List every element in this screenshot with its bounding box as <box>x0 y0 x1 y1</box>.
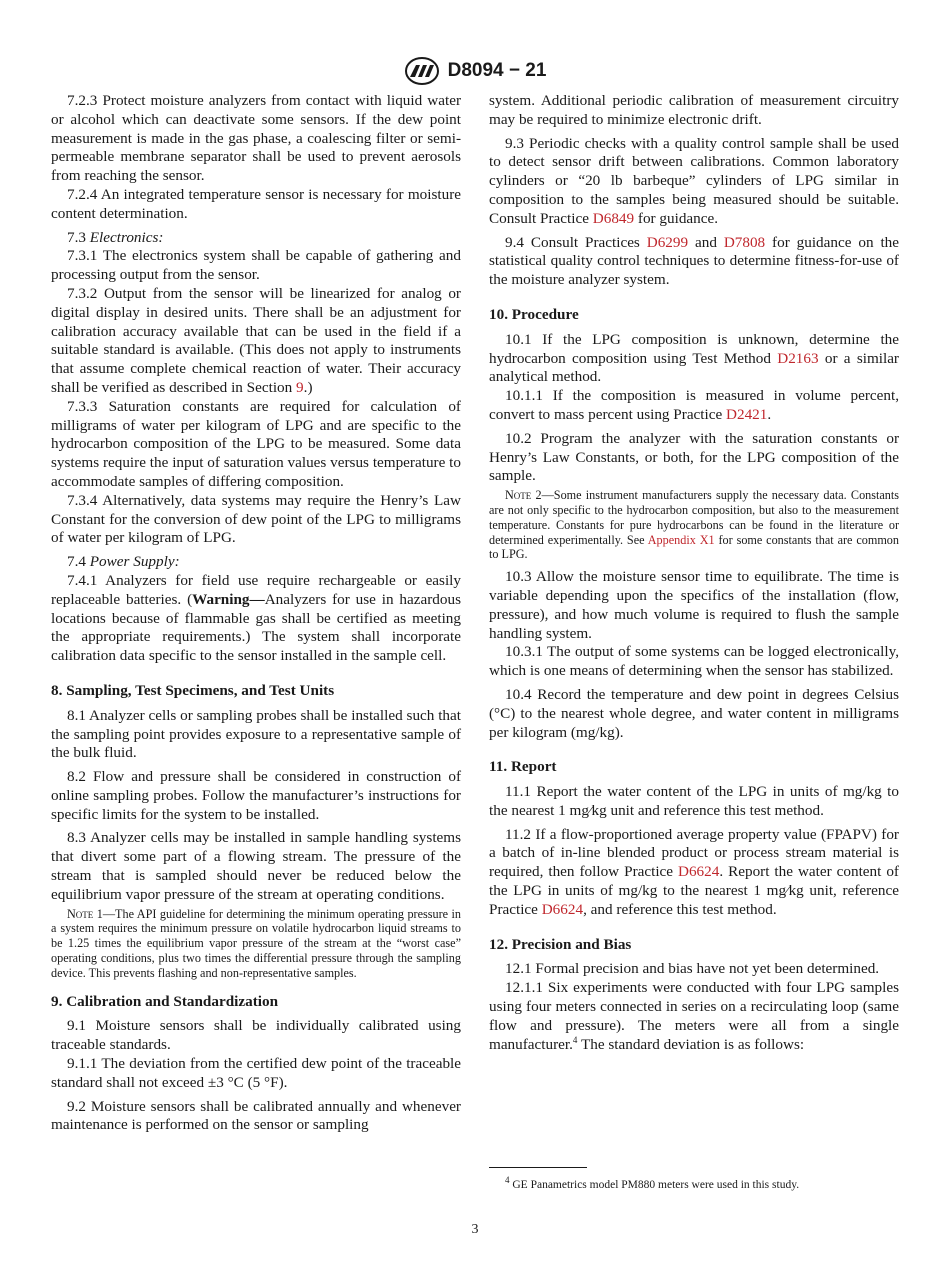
para-9-2-cont: system. Additional periodic calibration of measurement circuitry may be required to minimize electronic drift. <box>489 92 899 128</box>
para-10-2: 10.2 Program the analyzer with the saturation constants or Henry’s Law Constants, or both, for the LPG composition of the sample. <box>489 429 899 485</box>
footnote-4: $^4$ GE Panametrics model PM880 meters were used in this study. <box>505 1175 800 1191</box>
d2421-link[interactable]: D2421 <box>726 405 768 423</box>
d6299-link[interactable]: D6299 <box>646 233 689 251</box>
para-9-2: 9.2 Moisture sensors shall be calibrated annually and whenever maintenance is performed on the sensor or sampling <box>51 1097 461 1134</box>
para-9-4: 9.4 Consult Practices D6299 and D7808 for guidance on the statistical quality control techniques to determine fitness-for-use of the moisture analyzer system. <box>489 233 899 289</box>
para-9-1-1: 9.1.1 The deviation from the certified dew point of the traceable standard shall not exceed ±3 °C (5 °F). <box>51 1055 461 1091</box>
para-10-1: 10.1 If the LPG composition is unknown, determine the hydrocarbon composition using Test Method D2163 or a similar analytical method. <box>489 330 899 386</box>
para-7-3-3: 7.3.3 Saturation constants are required for calculation of milligrams of water per kilogram of LPG and are specific to the hydrocarbon composition of the LPG to be measured. Some data systems require the input of saturation values versus temperature to accommodate samples of differing composition. <box>51 397 461 490</box>
para-8-3: 8.3 Analyzer cells may be installed in sample handling systems that divert some part of a flowing stream. The pressure of the stream that is sampled should never be reduced below the equilibrium vapor pressure of the stream at operating conditions. <box>51 829 461 903</box>
d6849-link[interactable]: D6849 <box>592 209 635 227</box>
para-12-1-1: 12.1.1 Six experiments were conducted with four LPG samples using four meters connected in series on a recirculating loop (same flow and pressure). The meters were all from a single manufacturer.$^4$ The standard deviation is as follows: <box>489 979 899 1053</box>
para-7-4-1: 7.4.1 Analyzers for field use require rechargeable or easily replaceable batteries. (Warning—Analyzers for use in hazardous locations because of flammable gas shall be certified as meeting the appropriate requirements.) The system shall incorporate calibration data specific to the sensor installed in the sample cell. <box>51 571 461 665</box>
page-header <box>0 56 950 86</box>
appendix-x1-link[interactable]: Appendix X1 <box>647 532 715 547</box>
page-number: 3 <box>471 1222 479 1237</box>
para-7-2-4: 7.2.4 An integrated temperature sensor is necessary for moisture content determination. <box>51 185 461 222</box>
para-7-3-2: 7.3.2 Output from the sensor will be linearized for analog or digital display in desired units. There shall be an adjustment for calibration accuracy available that can be used in the field if a suitable standard is available. (This does not apply to instruments that assume complete chemical reaction of water. Their accuracy shall be verified as described in Section 9.) <box>51 284 461 396</box>
para-12-1: 12.1 Formal precision and bias have not yet been determined. <box>505 960 880 978</box>
para-8-1: 8.1 Analyzer cells or sampling probes shall be installed such that the sampling point provides exposure to a representative sample of the bulk fluid. <box>51 706 461 762</box>
d2163-link[interactable]: D2163 <box>777 349 819 367</box>
para-10-3-1: 10.3.1 The output of some systems can be logged electronically, which is one means of determining when the sensor has stabilized. <box>489 643 899 680</box>
section-9-heading: 9. Calibration and Standardization <box>51 992 279 1010</box>
para-9-1: 9.1 Moisture sensors shall be individually calibrated using traceable standards. <box>51 1017 461 1054</box>
footnote-rule <box>489 1167 587 1168</box>
para-10-1-1: 10.1.1 If the composition is measured in volume percent, convert to mass percent using Practice D2421. <box>489 387 899 423</box>
para-7-2-3: 7.2.3 Protect moisture analyzers from contact with liquid water or alcohol which can deactivate some sensors. If the dew point measurement is made in the gas phase, a coalescing filter or semi-permeable membrane separator shall be used to prevent aerosols from reaching the sensor. <box>51 92 461 185</box>
right-column <box>489 92 899 1054</box>
standard-designation: D8094 − 21 <box>447 60 547 81</box>
section-10-heading: 10. Procedure <box>489 305 579 323</box>
note-2: Note 2—Some instrument manufacturers supply the necessary data. Constants are not only specific to the hydrocarbon composition, but also to the measurement temperature. Constants for pure hydrocarbons can be found in the literature or determined experimentally. See Appendix X1 for some constants that are common to LPG. <box>489 488 900 562</box>
d6624-link-2[interactable]: D6624 <box>541 900 584 918</box>
section-8-heading: 8. Sampling, Test Specimens, and Test Units <box>51 681 335 699</box>
astm-logo-icon <box>404 56 440 86</box>
para-7-4: 7.4 Power Supply: <box>67 553 180 571</box>
para-9-3: 9.3 Periodic checks with a quality control sample shall be used to detect sensor drift between calibrations. Common laboratory cylinders or “20 lb barbeque” cylinders of LPG similar in composition to the samples being measured should be suitable. Consult Practice D6849 for guidance. <box>489 134 899 227</box>
note-1: Note 1—The API guideline for determining the minimum operating pressure in a system requires the minimum pressure on volatile hydrocarbon liquid streams to be 1.25 times the equilibrium vapor pressure of the stream at the “worst case” operating conditions, plus two times the differential pressure through the sampling device. This prevents flashing and non-representative samples. <box>51 906 461 980</box>
para-7-3-1: 7.3.1 The electronics system shall be capable of gathering and processing output from the sensor. <box>51 247 461 284</box>
section-12-heading: 12. Precision and Bias <box>489 935 632 953</box>
para-10-4: 10.4 Record the temperature and dew point in degrees Celsius (°C) to the nearest whole degree, and water content in milligrams per kilogram (mg/kg). <box>489 685 899 741</box>
section-9-link[interactable]: 9 <box>296 378 304 396</box>
para-10-3: 10.3 Allow the moisture sensor time to equilibrate. The time is variable depending upon the specifics of the installation (flow, pressure), and how much volume is required to flush the sample handling system. <box>489 568 899 642</box>
section-11-heading: 11. Report <box>489 758 557 776</box>
para-8-2: 8.2 Flow and pressure shall be considered in construction of online sampling probes. Follow the manufacturer’s instructions for specific limits for the system to be installed. <box>51 768 461 823</box>
left-column <box>51 92 461 1135</box>
d6624-link[interactable]: D6624 <box>678 863 720 881</box>
para-11-1: 11.1 Report the water content of the LPG in units of mg/kg to the nearest 1 mg⁄kg unit and reference this test method. <box>489 783 899 819</box>
para-7-3: 7.3 Electronics: <box>67 228 164 246</box>
d7808-link[interactable]: D7808 <box>723 233 766 251</box>
para-7-3-4: 7.3.4 Alternatively, data systems may require the Henry’s Law Constant for the conversion of dew point of the LPG to milligrams of water per kilogram of LPG. <box>51 491 461 547</box>
para-11-2: 11.2 If a flow-proportioned average property value (FPAPV) for a batch of in-line blended product or process stream material is required, then follow Practice D6624. Report the water content of the LPG in units of mg/kg to the nearest 1 mg⁄kg unit, reference Practice D6624, and reference this test method. <box>489 825 899 918</box>
